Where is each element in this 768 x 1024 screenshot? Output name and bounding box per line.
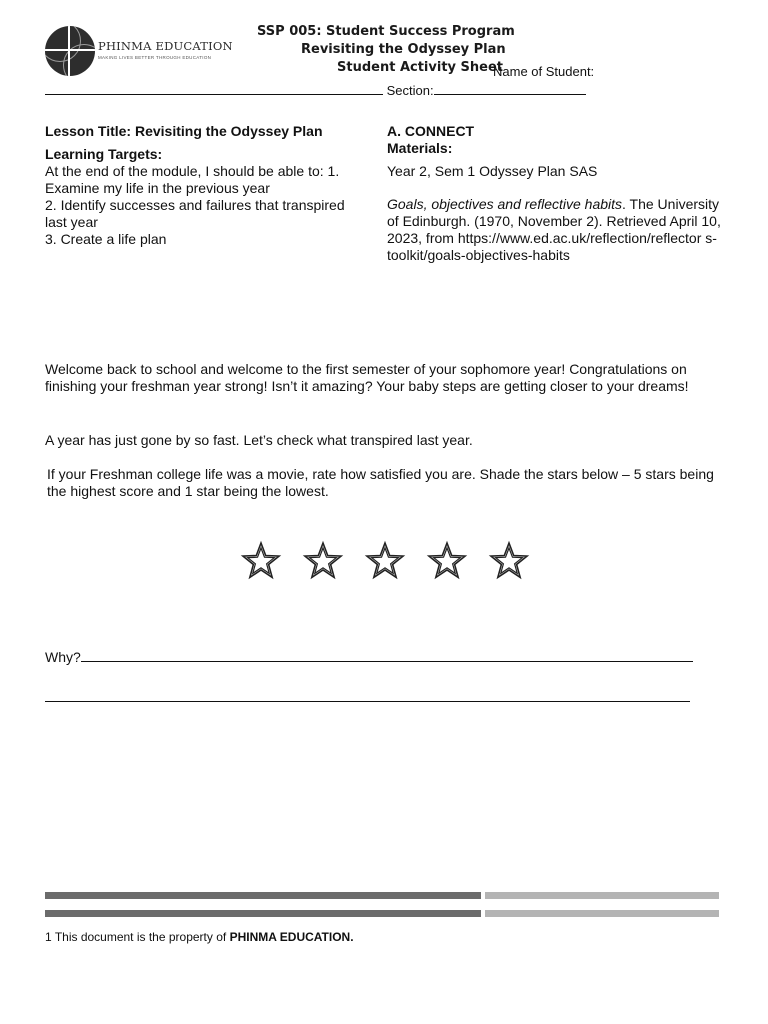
star-4-icon[interactable] (426, 540, 468, 582)
sheet-title: Student Activity Sheet (337, 60, 503, 75)
section-label: Section: (386, 83, 434, 98)
reference-citation (387, 196, 722, 264)
why-row (45, 647, 693, 665)
logo-name: PHINMA EDUCATION (98, 39, 233, 53)
reference-title: Goals, objectives and reflective habits (387, 196, 623, 212)
learning-target-3: 3. Create a life plan (45, 231, 167, 247)
learning-target-1: At the end of the module, I should be able to: 1. Examine my life in the previous year (45, 163, 340, 196)
lesson-info (45, 123, 370, 248)
learning-targets-heading: Learning Targets: (45, 146, 163, 162)
materials-heading: Materials: (387, 140, 453, 156)
course-title: SSP 005: Student Success Program (257, 24, 515, 39)
footer-bar-light-1 (485, 892, 719, 899)
property-text: This document is the property of (54, 930, 230, 944)
star-2-icon[interactable] (302, 540, 344, 582)
document-title: Revisiting the Odyssey Plan (301, 42, 506, 57)
footer-bar-dark-2 (45, 910, 481, 917)
why-answer-blank[interactable] (81, 647, 693, 662)
footer-bar-dark-1 (45, 892, 481, 899)
answer-blank-line[interactable] (45, 701, 690, 702)
star-3-icon[interactable] (364, 540, 406, 582)
star-rating (240, 540, 540, 582)
student-name-label: Name of Student: (493, 64, 595, 79)
student-name-blank[interactable] (45, 82, 383, 95)
phinma-logo-mark (45, 26, 95, 76)
footer-bar-light-2 (485, 910, 719, 917)
footer-note (45, 930, 354, 944)
why-label: Why? (45, 649, 81, 665)
star-1-icon[interactable] (240, 540, 282, 582)
connect-heading: A. CONNECT (387, 123, 475, 139)
student-info-row (45, 82, 586, 98)
reference-details: . The University of Edinburgh. (1970, November 2). Retrieved April 10, 2023, from https://www.ed.ac.uk/reflection/reflector s-toolkit/goals-objectives-habits (387, 196, 721, 263)
lesson-title: Lesson Title: Revisiting the Odyssey Plan (45, 123, 323, 139)
section-blank[interactable] (434, 82, 586, 95)
logo-tagline: MAKING LIVES BETTER THROUGH EDUCATION (98, 55, 212, 60)
property-owner: PHINMA EDUCATION. (229, 930, 354, 944)
welcome-paragraph: Welcome back to school and welcome to the first semester of your sophomore year! Congratulations on finishing your freshman year strong! Isn’t it amazing? Your baby steps are getting closer to your dreams! (45, 361, 689, 394)
year-paragraph: A year has just gone by so fast. Let’s check what transpired last year. (45, 432, 473, 448)
connect-section (387, 123, 722, 264)
learning-target-2: 2. Identify successes and failures that transpired last year (45, 197, 345, 230)
star-5-icon[interactable] (488, 540, 530, 582)
rating-instruction: If your Freshman college life was a movie, rate how satisfied you are. Shade the stars below – 5 stars being the highest score and 1 star being the lowest. (47, 466, 714, 499)
page-number: 1 (45, 930, 52, 944)
material-item: Year 2, Sem 1 Odyssey Plan SAS (387, 163, 598, 179)
